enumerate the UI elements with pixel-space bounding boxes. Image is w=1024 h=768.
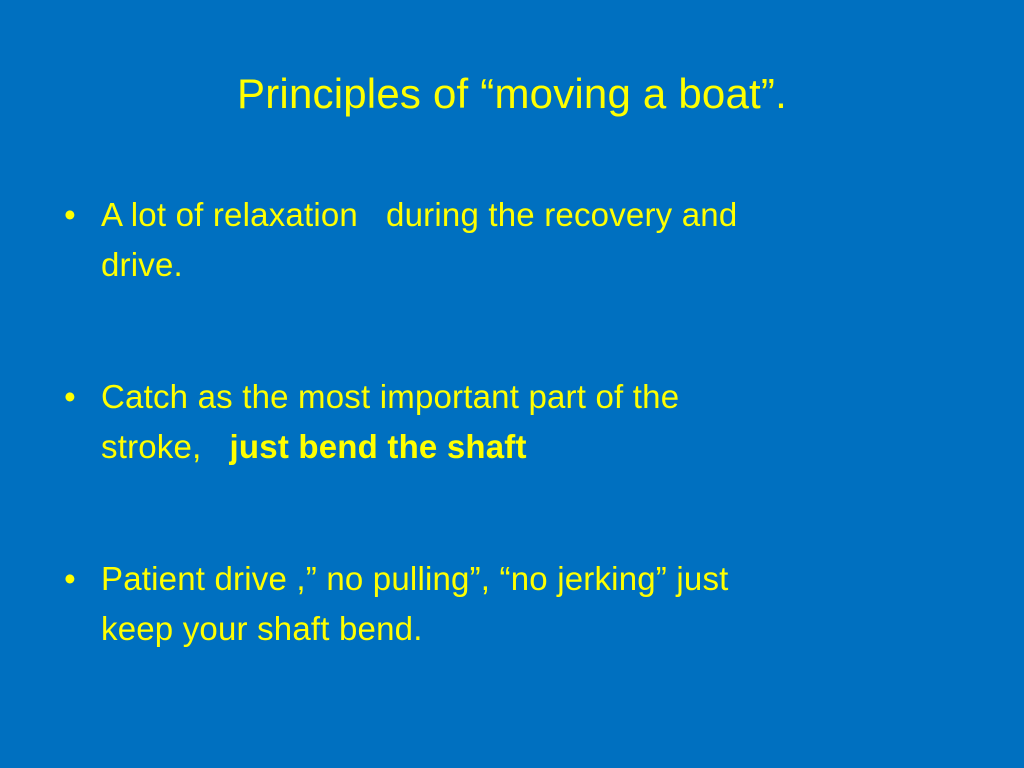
bullet-dot-icon: • bbox=[64, 378, 76, 415]
bullet-text-line: A lot of relaxation during the recovery and bbox=[101, 196, 738, 233]
bullet-item-patient-drive bbox=[58, 554, 948, 654]
bullet-text-line: Catch as the most important part of the bbox=[101, 378, 680, 415]
bullet-text-line: Patient drive ,” no pulling”, “no jerking” just bbox=[101, 560, 729, 597]
bullet-item-catch bbox=[58, 372, 948, 472]
bullet-list bbox=[58, 190, 948, 654]
bullet-text-line: drive. bbox=[101, 246, 183, 283]
bullet-item-relaxation bbox=[58, 190, 948, 290]
bullet-text-line-mixed bbox=[101, 422, 948, 472]
bullet-text-prefix: stroke, bbox=[101, 428, 230, 465]
slide-title: Principles of “moving a boat”. bbox=[237, 70, 787, 117]
bullet-text-emphasis: just bend the shaft bbox=[229, 428, 527, 465]
bullet-dot-icon: • bbox=[64, 560, 76, 597]
bullet-text-line: keep your shaft bend. bbox=[101, 610, 423, 647]
bullet-dot-icon: • bbox=[64, 196, 76, 233]
